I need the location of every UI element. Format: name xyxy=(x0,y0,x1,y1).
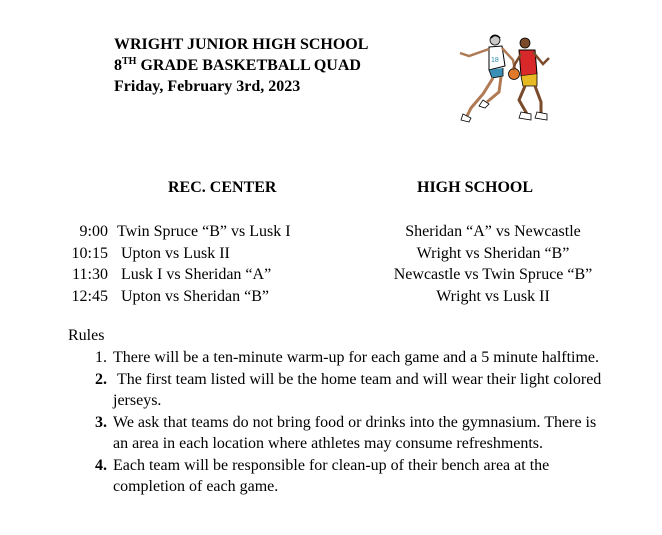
rec-center-game: Twin Spruce “B” vs Lusk I xyxy=(117,223,291,240)
rule-text: Each team will be responsible for clean-up of their bench area at the completion of each game. xyxy=(113,457,550,495)
high-school-games xyxy=(378,221,608,307)
player-white-jersey xyxy=(460,35,515,122)
schedule-times xyxy=(66,221,108,307)
rule-number: 3. xyxy=(95,414,107,431)
grade-suffix: TH xyxy=(122,56,137,67)
game-time: 9:00 xyxy=(79,223,108,240)
rec-center-game: Upton vs Lusk II xyxy=(121,244,230,262)
rec-center-games xyxy=(117,221,291,307)
event-title xyxy=(114,34,368,97)
event-name-rest: GRADE BASKETBALL QUAD xyxy=(136,57,361,74)
rule-item xyxy=(95,347,603,368)
rule-text: The first team listed will be the home team and will wear their light colored jerseys. xyxy=(113,371,602,409)
rule-number: 4. xyxy=(95,457,107,474)
rule-number: 1. xyxy=(95,349,107,366)
rec-center-game: Lusk I vs Sheridan “A” xyxy=(121,266,272,283)
basketball-players-illustration xyxy=(455,30,560,125)
event-date: Friday, February 3rd, 2023 xyxy=(114,78,301,95)
rules-heading: Rules xyxy=(68,327,105,344)
rule-number: 2. xyxy=(95,371,107,388)
high-school-heading: HIGH SCHOOL xyxy=(417,179,534,196)
rule-item xyxy=(95,369,603,411)
high-school-game: Sheridan “A” vs Newcastle xyxy=(405,223,581,240)
event-name xyxy=(114,55,368,76)
rule-text: We ask that teams do not bring food or drinks into the gymnasium. There is an area in each location where athletes may consume refreshments. xyxy=(113,414,597,452)
rules-list xyxy=(95,347,603,498)
rule-item xyxy=(95,455,603,497)
rule-item xyxy=(95,412,603,454)
high-school-game: Wright vs Lusk II xyxy=(436,287,550,305)
jersey-number: 18 xyxy=(491,57,499,64)
school-name: WRIGHT JUNIOR HIGH SCHOOL xyxy=(114,36,369,53)
high-school-game: Wright vs Sheridan “B” xyxy=(416,244,570,262)
player-red-jersey xyxy=(513,38,549,120)
high-school-game: Newcastle vs Twin Spruce “B” xyxy=(393,266,593,283)
grade-number: 8 xyxy=(114,57,122,74)
rule-text: There will be a ten-minute warm-up for each game and a 5 minute halftime. xyxy=(113,349,600,366)
game-time: 10:15 xyxy=(71,244,108,262)
game-time: 11:30 xyxy=(72,266,108,283)
rec-center-game: Upton vs Sheridan “B” xyxy=(121,287,269,305)
rec-center-heading: REC. CENTER xyxy=(168,179,277,196)
game-time: 12:45 xyxy=(71,287,108,305)
